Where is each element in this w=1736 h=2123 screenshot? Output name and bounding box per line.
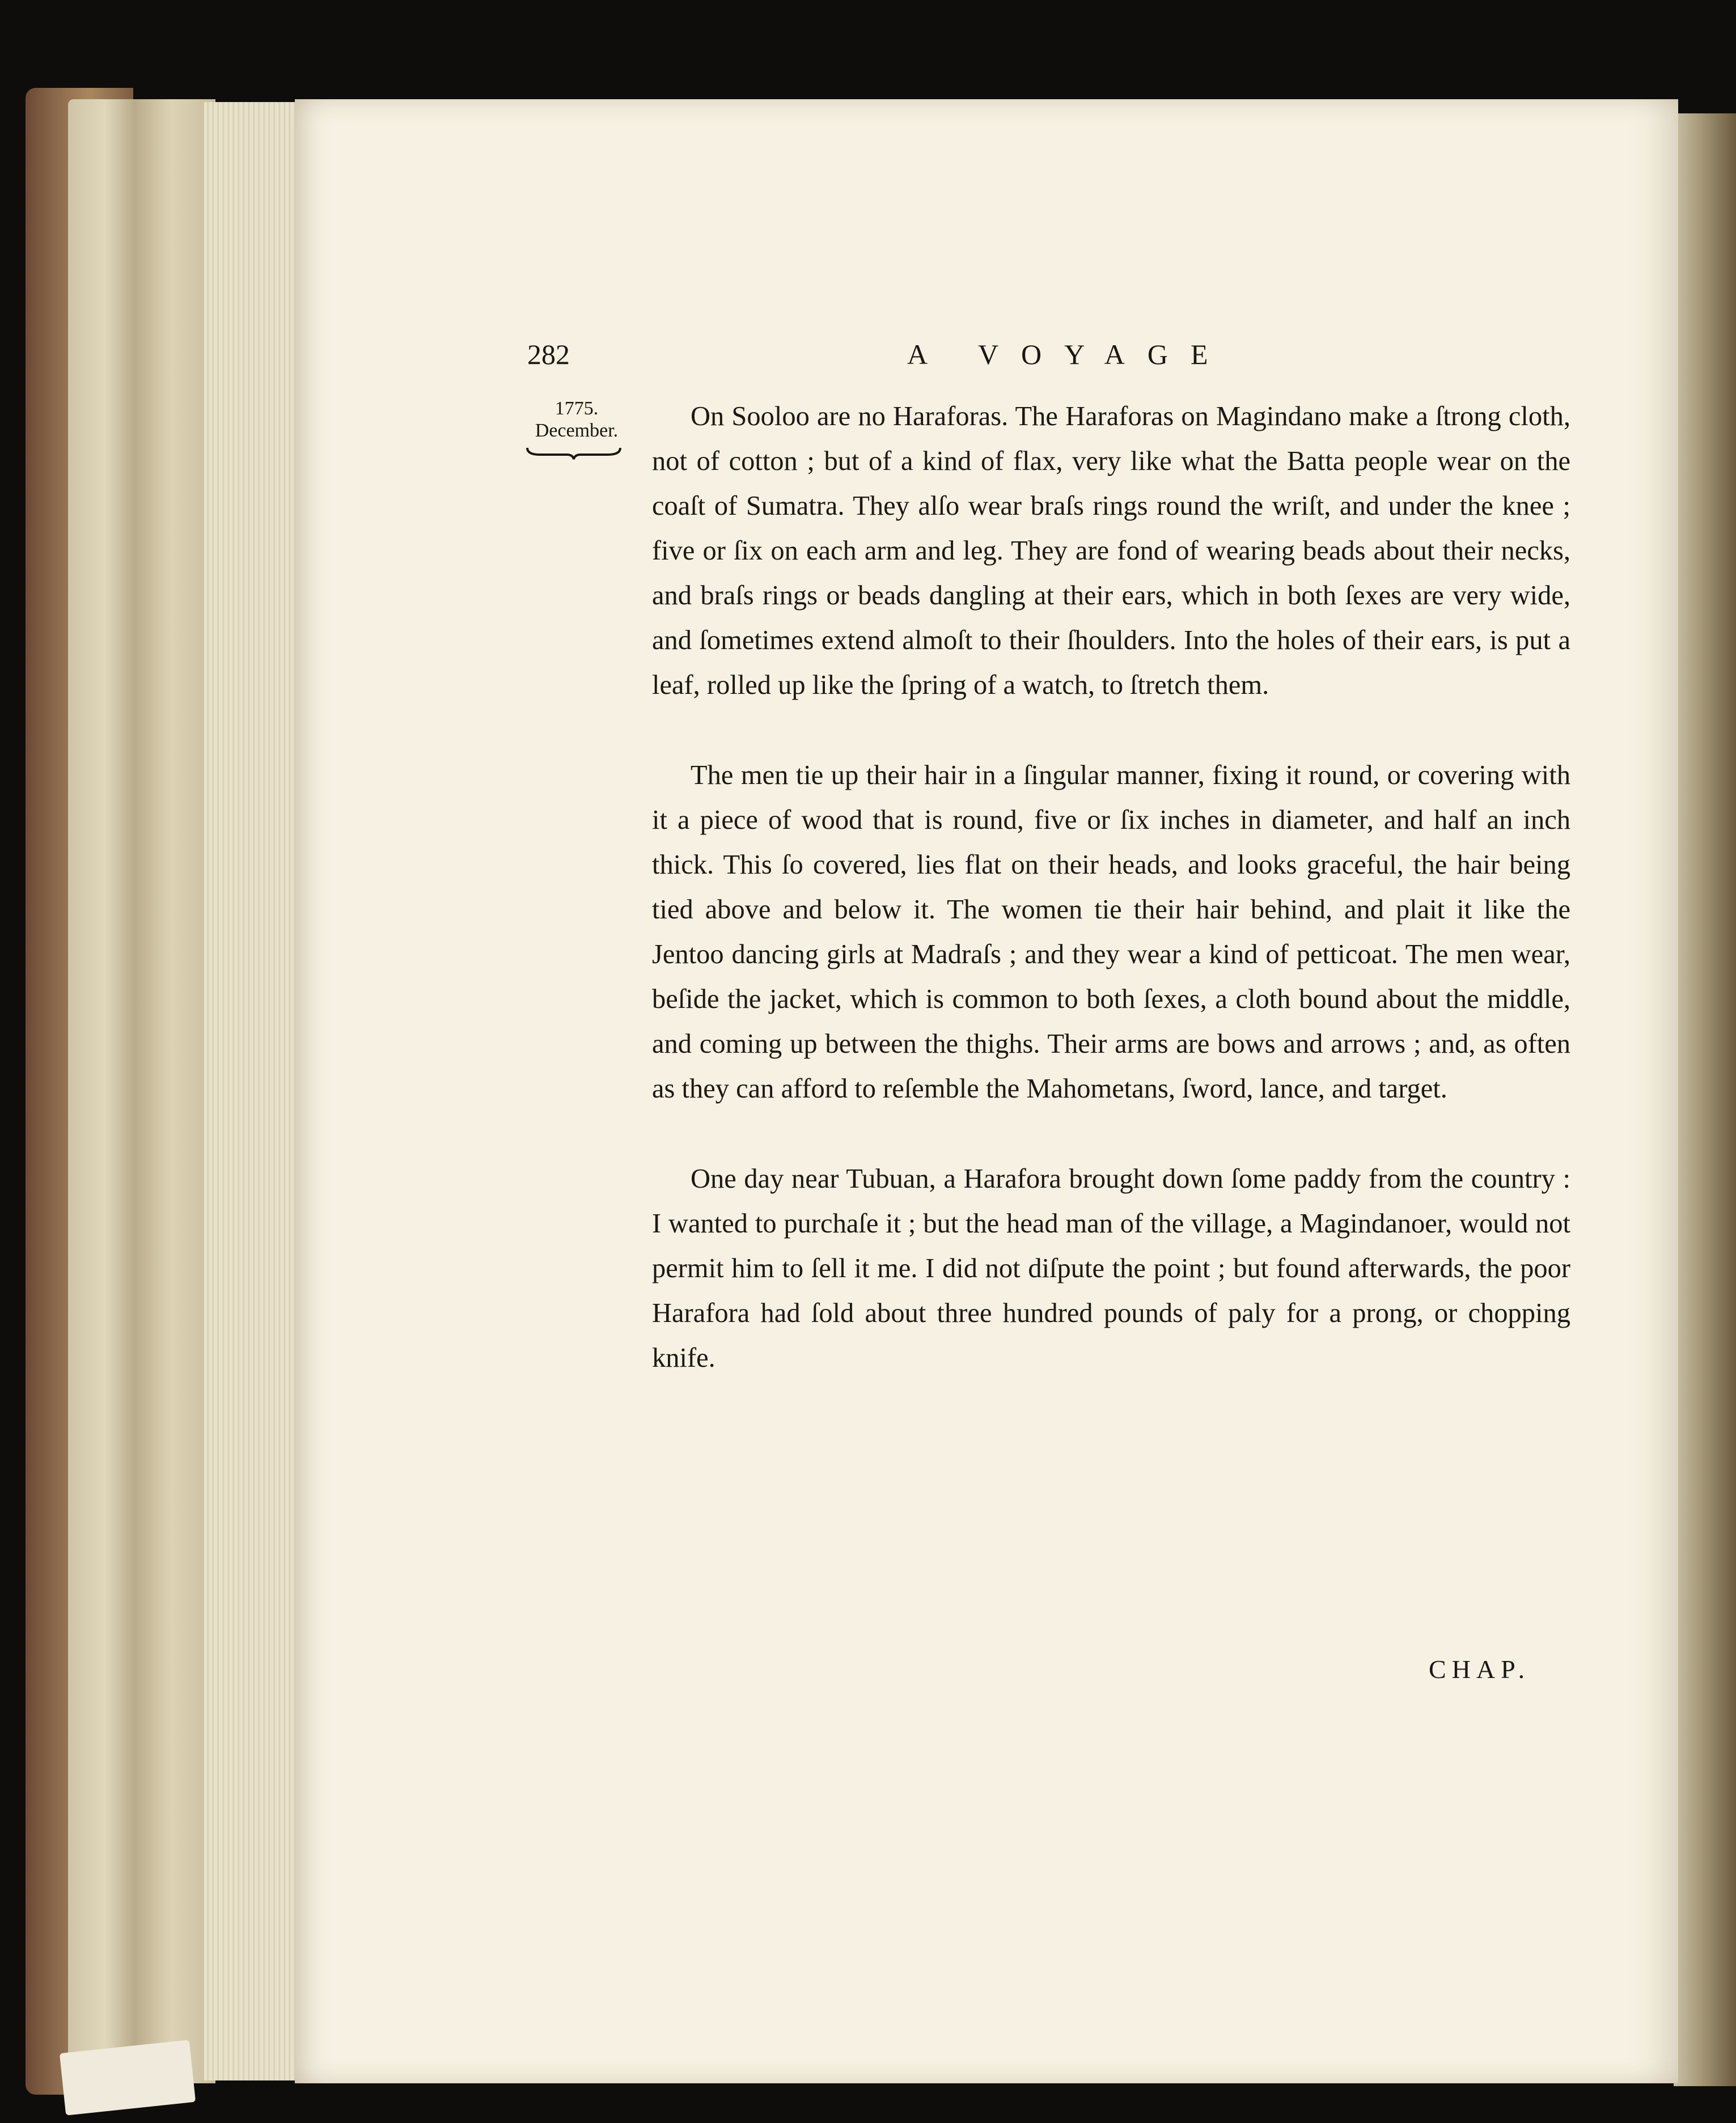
running-title: A VOYAGE [907, 338, 1231, 370]
catchword: CHAP. [1429, 1655, 1531, 1684]
body-text [652, 394, 1570, 1426]
paragraph-3: One day near Tubuan, a Harafora brought down ſome paddy from the country : I wanted to purchaſe it ; but the head man of the village, a Magindanoer, would not permit him to ſell it me. I did not diſpute the point ; but found afterwards, the poor Harafora had ſold about three hundred pounds of paly for a prong, or chopping knife. [652, 1164, 1570, 1373]
page-number: 282 [527, 338, 570, 370]
paper-tab [60, 2040, 196, 2115]
book-cover-right [1674, 113, 1736, 2086]
page-header [527, 338, 1576, 378]
paragraph-1: On Sooloo are no Haraforas. The Haraforas on Magindano make a ſtrong cloth, not of cotton ; but of a kind of flax, very like what the Batta people wear on the coaſt of Sumatra. They alſo wear braſs rings round the wriſt, and under the knee ; five or ſix on each arm and leg. They are fond of wearing beads about their necks, and braſs rings or beads dangling at their ears, which in both ſexes are very wide, and ſometimes extend almoſt to their ſhoulders. Into the holes of their ears, is put a leaf, rolled up like the ſpring of a watch, to ſtretch them. [652, 401, 1570, 700]
page-block-edge [68, 99, 215, 2083]
margin-month: December. [535, 420, 619, 441]
paragraph-2: The men tie up their hair in a ſingular manner, fixing it round, or covering with it a piece of wood that is round, five or ſix inches in diameter, and half an inch thick. This ſo covered, lies flat on their heads, and looks graceful, the hair being tied above and below it. The women tie their hair behind, and plait it like the Jentoo dancing girls at Madraſs ; and they wear a kind of petticoat. The men wear, beſide the jacket, which is common to both ſexes, a cloth bound about the middle, and coming up between the thighs. Their arms are bows and arrows ; and, as often as they can afford to reſemble the Mahometans, ſword, lance, and target. [652, 760, 1570, 1104]
margin-year: 1775. [554, 398, 599, 419]
brace-icon [523, 443, 625, 460]
margin-note [523, 398, 630, 460]
